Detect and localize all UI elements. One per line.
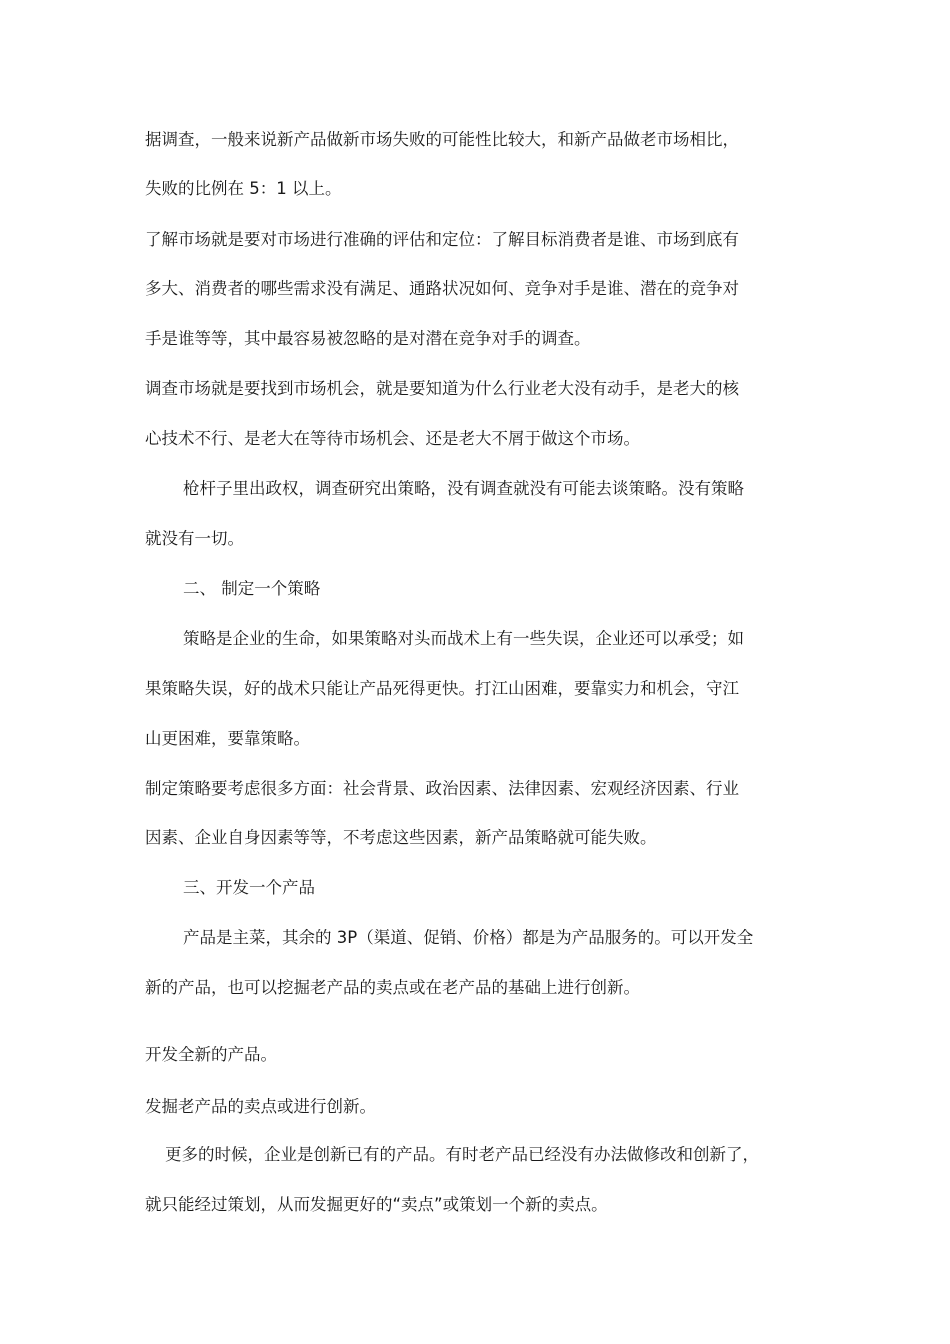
section-heading: 三、开发一个产品	[183, 878, 315, 897]
section-heading: 二、 制定一个策略	[183, 579, 321, 598]
text-line: 产品是主菜，其余的 3P（渠道、促销、价格）都是为产品服务的。可以开发全	[183, 928, 754, 947]
text-line: 失败的比例在 5：1 以上。	[145, 179, 342, 198]
text-line: 新的产品，也可以挖掘老产品的卖点或在老产品的基础上进行创新。	[145, 978, 640, 997]
text-line: 开发全新的产品。	[145, 1045, 277, 1064]
text-line: 策略是企业的生命，如果策略对头而战术上有一些失误，企业还可以承受；如	[183, 629, 744, 648]
text-line: 多大、消费者的哪些需求没有满足、通路状况如何、竞争对手是谁、潜在的竞争对	[145, 279, 739, 298]
text-line: 心技术不行、是老大在等待市场机会、还是老大不屑于做这个市场。	[145, 429, 640, 448]
text-line: 据调查，一般来说新产品做新市场失败的可能性比较大，和新产品做老市场相比，	[145, 130, 739, 149]
text-line: 了解市场就是要对市场进行准确的评估和定位：了解目标消费者是谁、市场到底有	[145, 230, 739, 249]
text-line: 手是谁等等，其中最容易被忽略的是对潜在竞争对手的调查。	[145, 329, 591, 348]
text-line: 山更困难，要靠策略。	[145, 729, 310, 748]
text-line: 发掘老产品的卖点或进行创新。	[145, 1097, 376, 1116]
text-line: 更多的时候，企业是创新已有的产品。有时老产品已经没有办法做修改和创新了，	[165, 1145, 759, 1164]
text-line: 就只能经过策划，从而发掘更好的“卖点”或策划一个新的卖点。	[145, 1195, 608, 1214]
text-line: 就没有一切。	[145, 529, 244, 548]
text-line: 因素、企业自身因素等等，不考虑这些因素，新产品策略就可能失败。	[145, 828, 657, 847]
text-line: 调查市场就是要找到市场机会，就是要知道为什么行业老大没有动手，是老大的核	[145, 379, 739, 398]
text-line: 枪杆子里出政权，调查研究出策略，没有调查就没有可能去谈策略。没有策略	[183, 479, 744, 498]
text-line: 制定策略要考虑很多方面：社会背景、政治因素、法律因素、宏观经济因素、行业	[145, 779, 739, 798]
text-line: 果策略失误，好的战术只能让产品死得更快。打江山困难，要靠实力和机会，守江	[145, 679, 739, 698]
